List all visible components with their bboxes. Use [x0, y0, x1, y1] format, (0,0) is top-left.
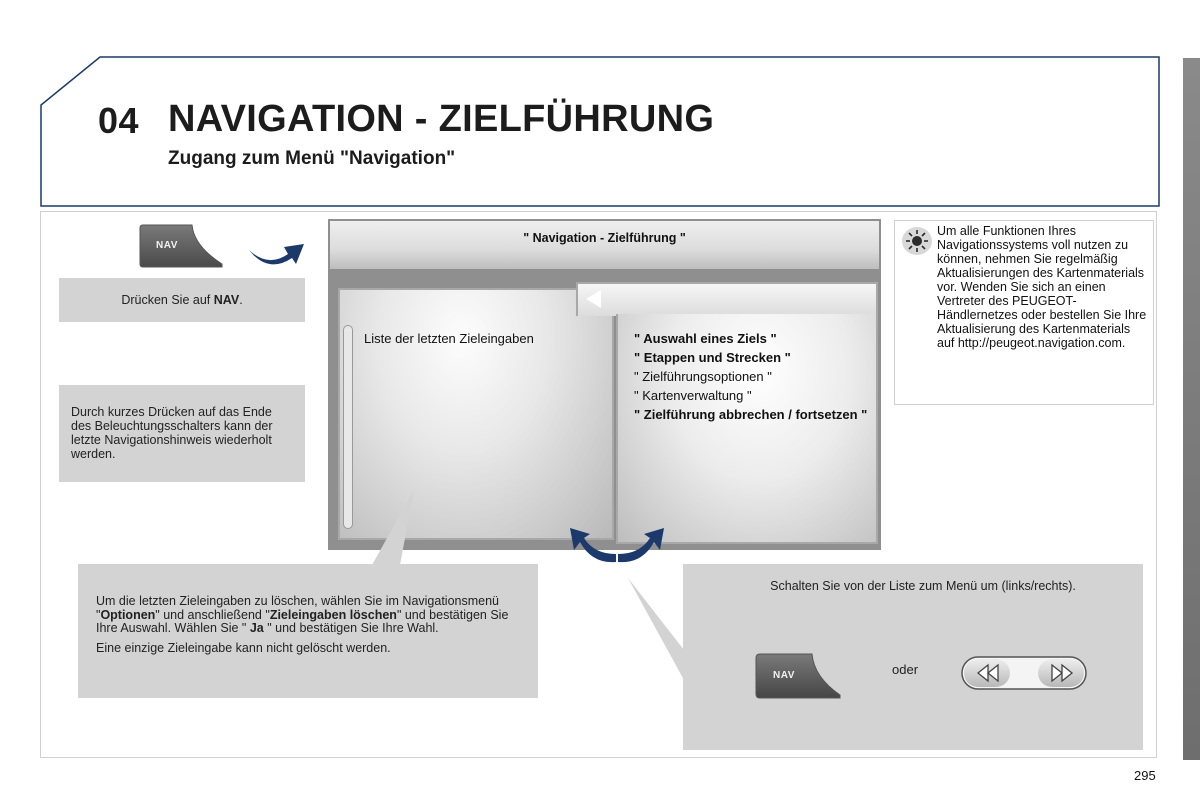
step-press-nav-suffix: . — [239, 293, 243, 307]
page-title: NAVIGATION - ZIELFÜHRUNG — [168, 98, 715, 140]
menu-item-guidance-options[interactable]: " Zielführungsoptionen " — [634, 369, 772, 384]
repeat-hint-text: Durch kurzes Drücken auf das Ende des Beleuchtungsschalters kann der letzte Navigationshinweis wiederholt werden. — [71, 405, 273, 461]
menu-item-stages-routes[interactable]: " Etappen und Strecken " — [634, 350, 791, 365]
menu-item-map-management[interactable]: " Kartenverwaltung " — [634, 388, 752, 403]
tip-text: Um alle Funktionen Ihres Navigationssystems voll nutzen zu können, nehmen Sie regelmäßig Aktualisierungen des Kartenmaterials vor. Wenden Sie sich an einen Vertreter des PEUGEOT-Händlernetzes oder bestellen Sie Ihre Aktualisierung des Kartenmaterials auf http://peugeot.navigation.com. — [937, 224, 1147, 350]
or-label: oder — [892, 662, 919, 677]
delete-text-g: " und bestätigen Sie Ihre Wahl. — [263, 621, 439, 635]
switch-arrows-icon — [564, 522, 670, 566]
switch-instruction: Schalten Sie von der Liste zum Menü um (links/rechts). — [770, 579, 1076, 593]
screen-title: " Navigation - Zielführung " — [523, 231, 686, 245]
delete-instructions — [96, 595, 520, 636]
sun-tip-icon — [901, 226, 933, 256]
step-press-nav-prefix: Drücken Sie auf — [121, 293, 214, 307]
nav-button-label-2: NAV — [773, 670, 795, 681]
step-press-nav-key: NAV — [213, 293, 240, 307]
seek-buttons — [960, 655, 1090, 691]
nav-button-label: NAV — [156, 240, 178, 251]
nav-button-icon-2 — [754, 653, 842, 699]
delete-note: Eine einzige Zieleingabe kann nicht gelöscht werden. — [96, 640, 391, 655]
page-number: 295 — [1134, 768, 1156, 783]
delete-text-delete-destinations: Zieleingaben löschen — [269, 607, 397, 622]
chapter-number: 04 — [98, 100, 140, 141]
delete-text-a: Um die letzten Zieleingaben zu löschen, wählen Sie im Navigationsmenü " — [96, 594, 499, 622]
delete-text-yes: Ja — [249, 621, 264, 635]
menu-item-select-destination[interactable]: " Auswahl eines Ziels " — [634, 331, 777, 346]
delete-text-e: " und bestätigen Sie Ihre Auswahl. Wählen Sie " — [96, 607, 509, 635]
delete-text-options: Optionen — [100, 607, 156, 622]
delete-destinations-box — [78, 564, 538, 698]
menu-item-stop-resume-guidance[interactable]: " Zielführung abbrechen / fortsetzen " — [634, 407, 868, 422]
recent-destinations-label: Liste der letzten Zieleingaben — [364, 331, 534, 346]
delete-text-c: " und anschließend " — [155, 607, 270, 622]
page-subtitle: Zugang zum Menü "Navigation" — [168, 148, 456, 169]
